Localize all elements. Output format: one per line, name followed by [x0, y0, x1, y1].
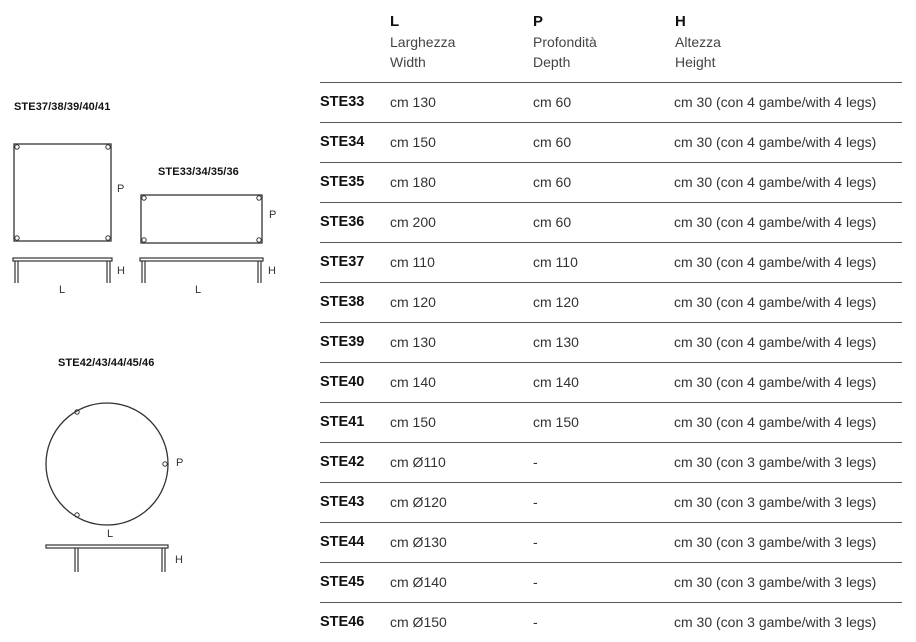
- depth-value: cm 110: [533, 254, 578, 270]
- width-value: cm Ø120: [390, 494, 447, 510]
- rect-dim-l: L: [195, 284, 202, 296]
- model-code: STE45: [320, 574, 365, 590]
- table-row: [320, 282, 902, 322]
- height-value: cm 30 (con 4 gambe/with 4 legs): [674, 334, 877, 350]
- width-value: cm Ø140: [390, 574, 447, 590]
- depth-value: cm 120: [533, 294, 579, 310]
- depth-value: -: [533, 614, 538, 630]
- table-row: [320, 562, 902, 602]
- width-value: cm 130: [390, 334, 436, 350]
- table-row: [320, 602, 902, 642]
- table-row: [320, 122, 902, 162]
- height-value: cm 30 (con 4 gambe/with 4 legs): [674, 174, 877, 190]
- header-depth-letter: P: [533, 13, 544, 30]
- table-row: [320, 402, 902, 442]
- model-code: STE42: [320, 454, 365, 470]
- model-code: STE34: [320, 134, 365, 150]
- round-dim-l: L: [107, 528, 114, 540]
- round-side-shape: [46, 545, 168, 548]
- width-value: cm 150: [390, 134, 436, 150]
- model-code: STE39: [320, 334, 365, 350]
- width-value: cm 200: [390, 214, 436, 230]
- height-value: cm 30 (con 4 gambe/with 4 legs): [674, 94, 877, 110]
- model-code: STE33: [320, 94, 365, 110]
- table-row: [320, 522, 902, 562]
- depth-value: cm 60: [533, 174, 572, 190]
- model-code: STE46: [320, 614, 365, 630]
- header-height-en: Height: [675, 54, 716, 70]
- height-value: cm 30 (con 3 gambe/with 3 legs): [674, 494, 877, 510]
- table-body: [320, 82, 902, 642]
- table-row: [320, 482, 902, 522]
- dimensions-table: [320, 0, 902, 637]
- depth-value: -: [533, 534, 538, 550]
- round-models-label: STE42/43/44/45/46: [58, 357, 155, 369]
- height-value: cm 30 (con 3 gambe/with 3 legs): [674, 454, 877, 470]
- width-value: cm 180: [390, 174, 436, 190]
- table-row: [320, 442, 902, 482]
- table-row: [320, 242, 902, 282]
- round-dim-p: P: [176, 457, 184, 469]
- depth-value: cm 60: [533, 134, 572, 150]
- depth-value: cm 150: [533, 414, 579, 430]
- model-code: STE36: [320, 214, 365, 230]
- height-value: cm 30 (con 3 gambe/with 3 legs): [674, 614, 877, 630]
- square-top-shape: [14, 144, 111, 241]
- width-value: cm 130: [390, 94, 436, 110]
- table-row: [320, 162, 902, 202]
- square-dim-h: H: [117, 265, 125, 277]
- round-dim-h: H: [175, 554, 183, 566]
- rect-dim-h: H: [268, 265, 276, 277]
- width-value: cm 150: [390, 414, 436, 430]
- depth-value: cm 130: [533, 334, 579, 350]
- depth-value: -: [533, 574, 538, 590]
- header-width-letter: L: [390, 13, 400, 30]
- model-code: STE40: [320, 374, 365, 390]
- table-row: [320, 202, 902, 242]
- header-width-en: Width: [390, 54, 426, 70]
- header-width-it: Larghezza: [390, 34, 456, 50]
- square-models-label: STE37/38/39/40/41: [14, 101, 111, 113]
- model-code: STE37: [320, 254, 365, 270]
- rect-top-shape: [141, 195, 262, 243]
- diagrams-panel: [0, 0, 310, 637]
- depth-value: cm 60: [533, 94, 572, 110]
- height-value: cm 30 (con 4 gambe/with 4 legs): [674, 214, 877, 230]
- header-depth: [533, 12, 597, 72]
- height-value: cm 30 (con 3 gambe/with 3 legs): [674, 534, 877, 550]
- width-value: cm 110: [390, 254, 435, 270]
- rect-side-shape: [140, 258, 263, 261]
- header-depth-en: Depth: [533, 54, 571, 70]
- width-value: cm Ø110: [390, 454, 446, 470]
- height-value: cm 30 (con 4 gambe/with 4 legs): [674, 134, 877, 150]
- header-width: [390, 12, 455, 72]
- table-row: [320, 82, 902, 122]
- width-value: cm Ø130: [390, 534, 447, 550]
- model-code: STE44: [320, 534, 365, 550]
- square-dim-l: L: [59, 284, 66, 296]
- height-value: cm 30 (con 4 gambe/with 4 legs): [674, 414, 877, 430]
- model-code: STE43: [320, 494, 365, 510]
- depth-value: -: [533, 494, 538, 510]
- height-value: cm 30 (con 3 gambe/with 3 legs): [674, 574, 877, 590]
- square-side-shape: [13, 258, 112, 261]
- header-depth-it: Profondità: [533, 34, 597, 50]
- model-code: STE41: [320, 414, 365, 430]
- height-value: cm 30 (con 4 gambe/with 4 legs): [674, 374, 877, 390]
- width-value: cm 140: [390, 374, 436, 390]
- table-row: [320, 362, 902, 402]
- round-top-shape: [46, 403, 168, 525]
- model-code: STE35: [320, 174, 365, 190]
- width-value: cm Ø150: [390, 614, 447, 630]
- depth-value: cm 60: [533, 214, 572, 230]
- table-row: [320, 322, 902, 362]
- width-value: cm 120: [390, 294, 436, 310]
- header-height-letter: H: [675, 13, 686, 30]
- height-value: cm 30 (con 4 gambe/with 4 legs): [674, 254, 877, 270]
- height-value: cm 30 (con 4 gambe/with 4 legs): [674, 294, 877, 310]
- header-height-it: Altezza: [675, 34, 721, 50]
- rect-models-label: STE33/34/35/36: [158, 166, 239, 178]
- depth-value: -: [533, 454, 538, 470]
- rect-dim-p: P: [269, 209, 277, 221]
- square-dim-p: P: [117, 183, 125, 195]
- table-drawings-icon: [0, 0, 310, 637]
- model-code: STE38: [320, 294, 365, 310]
- header-height: [675, 12, 721, 72]
- depth-value: cm 140: [533, 374, 579, 390]
